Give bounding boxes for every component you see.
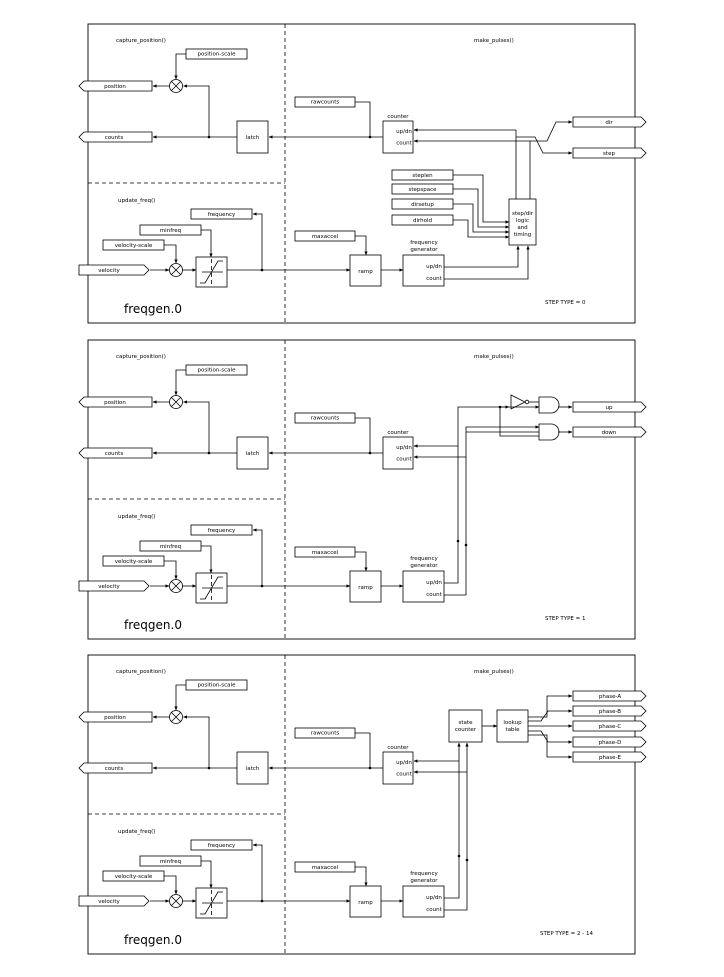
svg-text:phase-C: phase-C [598, 724, 622, 730]
svg-text:lookup: lookup [503, 720, 522, 726]
svg-text:up: up [605, 405, 613, 411]
svg-text:state: state [458, 720, 473, 726]
svg-text:counter: counter [454, 727, 477, 733]
lookup-table-block [497, 710, 528, 742]
svg-text:phase-E: phase-E [598, 755, 622, 761]
svg-text:timing: timing [513, 232, 532, 238]
step-type-label: STEP TYPE = 0 [545, 300, 586, 306]
svg-text:step: step [603, 151, 615, 157]
svg-text:and: and [517, 225, 528, 231]
svg-text:stepspace: stepspace [408, 187, 437, 193]
svg-text:phase-B: phase-B [598, 709, 622, 715]
panel-step-type-0 [79, 24, 646, 323]
svg-text:dir: dir [605, 120, 613, 126]
svg-text:dirhold: dirhold [412, 218, 433, 224]
svg-text:step/dir: step/dir [511, 211, 534, 217]
svg-text:phase-D: phase-D [598, 740, 622, 746]
step-type-label: STEP TYPE = 2 - 14 [540, 931, 593, 937]
panel-step-type-2-14 [79, 655, 646, 954]
svg-text:steplen: steplen [412, 173, 433, 179]
svg-text:down: down [601, 430, 617, 436]
and-gate-up-icon [539, 397, 559, 413]
svg-text:table: table [505, 727, 520, 733]
svg-text:logic: logic [516, 218, 529, 224]
panel-step-type-1 [79, 340, 646, 639]
state-counter-block [449, 710, 482, 742]
and-gate-down-icon [539, 424, 559, 440]
step-type-label: STEP TYPE = 1 [545, 616, 586, 622]
svg-text:phase-A: phase-A [598, 694, 622, 700]
svg-text:dirsetup: dirsetup [411, 202, 434, 208]
